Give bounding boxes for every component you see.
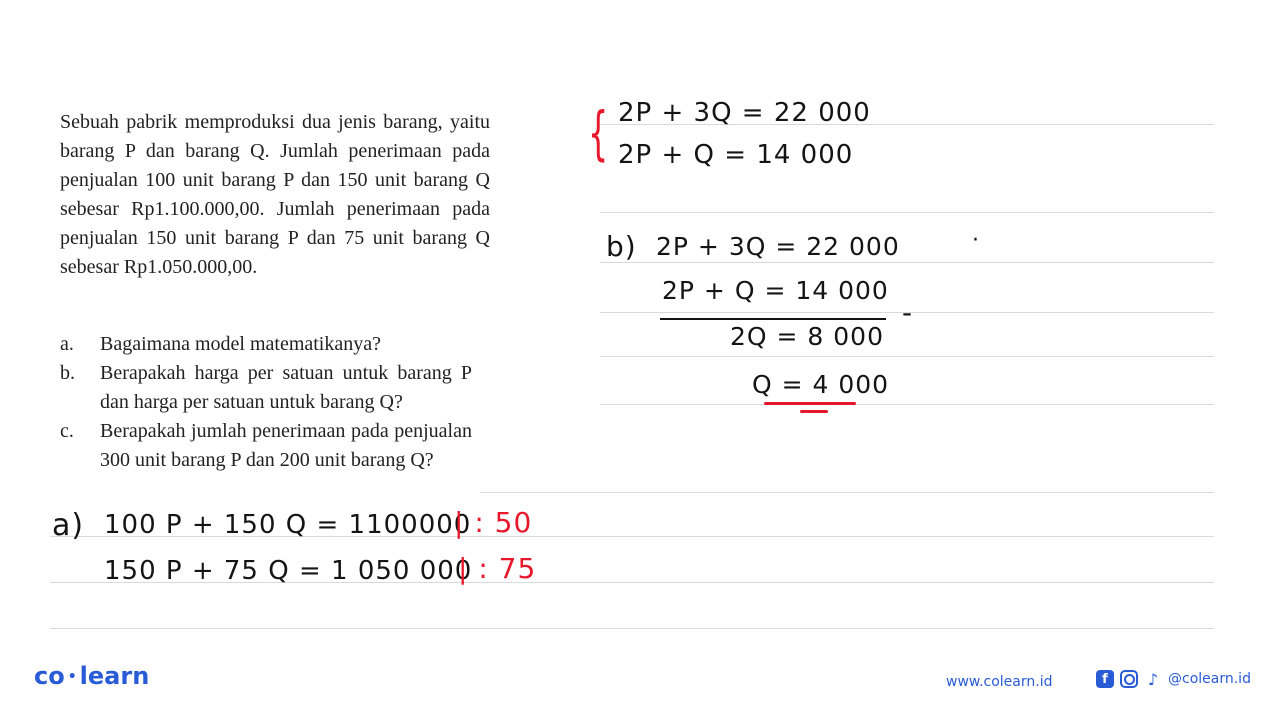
question-label: b. xyxy=(60,362,75,384)
question-label: c. xyxy=(60,420,74,442)
minus-sign: - xyxy=(902,296,914,329)
part-a-equation-1: 100 P + 150 Q = 1100000 xyxy=(104,510,472,540)
system-brace: { xyxy=(588,99,609,167)
part-a-equation-2: 150 P + 75 Q = 1 050 000 xyxy=(104,556,473,586)
answer-underline xyxy=(764,402,856,405)
ruled-line xyxy=(600,262,1214,263)
question-label: a. xyxy=(60,333,74,355)
website-link[interactable]: www.colearn.id xyxy=(946,674,1053,690)
colearn-logo xyxy=(34,662,149,690)
ruled-line xyxy=(50,628,1214,629)
logo-text-co: co xyxy=(34,662,65,690)
answer-underline xyxy=(800,410,828,413)
stray-dot: · xyxy=(972,228,980,253)
social-handle[interactable]: @colearn.id xyxy=(1168,671,1251,687)
part-a-label: a) xyxy=(52,508,85,543)
ruled-line xyxy=(600,356,1214,357)
subtraction-line xyxy=(660,318,886,320)
system-equation-2: 2P + Q = 14 000 xyxy=(618,140,854,170)
logo-dot-icon: • xyxy=(67,669,77,685)
system-equation-1: 2P + 3Q = 22 000 xyxy=(618,98,871,128)
question-list xyxy=(60,330,472,475)
part-b-equation-2: 2P + Q = 14 000 xyxy=(662,276,889,305)
question-text: Berapakah harga per satuan untuk barang P dan harga per satuan untuk barang Q? xyxy=(100,362,472,413)
ruled-line xyxy=(480,492,1214,493)
ruled-line xyxy=(600,404,1214,405)
problem-text: Sebuah pabrik memproduksi dua jenis barang, yaitu barang P dan barang Q. Jumlah penerimaan pada penjualan 100 unit barang P dan 150 unit barang Q sebesar Rp1.100.000,00. Jumlah penerimaan pada penjualan 150 unit barang P dan 75 unit barang Q sebesar Rp1.050.000,00. xyxy=(60,111,490,278)
part-b-answer: Q = 4 000 xyxy=(752,370,890,399)
part-a-divisor-2: | : 75 xyxy=(458,552,537,585)
question-text: Bagaimana model matematikanya? xyxy=(100,333,381,355)
part-b-label: b) xyxy=(606,230,637,263)
part-b-equation-1: 2P + 3Q = 22 000 xyxy=(656,232,900,261)
instagram-icon[interactable] xyxy=(1120,670,1138,688)
problem-statement xyxy=(60,108,490,282)
question-text: Berapakah jumlah penerimaan pada penjualan 300 unit barang P dan 200 unit barang Q? xyxy=(100,420,472,471)
ruled-line xyxy=(600,212,1214,213)
question-item xyxy=(60,359,472,417)
part-b-result: 2Q = 8 000 xyxy=(730,322,884,351)
facebook-icon[interactable]: f xyxy=(1096,670,1114,688)
part-a-divisor-1: | : 50 xyxy=(454,506,533,539)
question-item xyxy=(60,417,472,475)
social-links xyxy=(1096,670,1251,688)
logo-text-learn: learn xyxy=(79,662,150,690)
tiktok-icon[interactable]: ♪ xyxy=(1147,669,1159,689)
question-item xyxy=(60,330,472,359)
